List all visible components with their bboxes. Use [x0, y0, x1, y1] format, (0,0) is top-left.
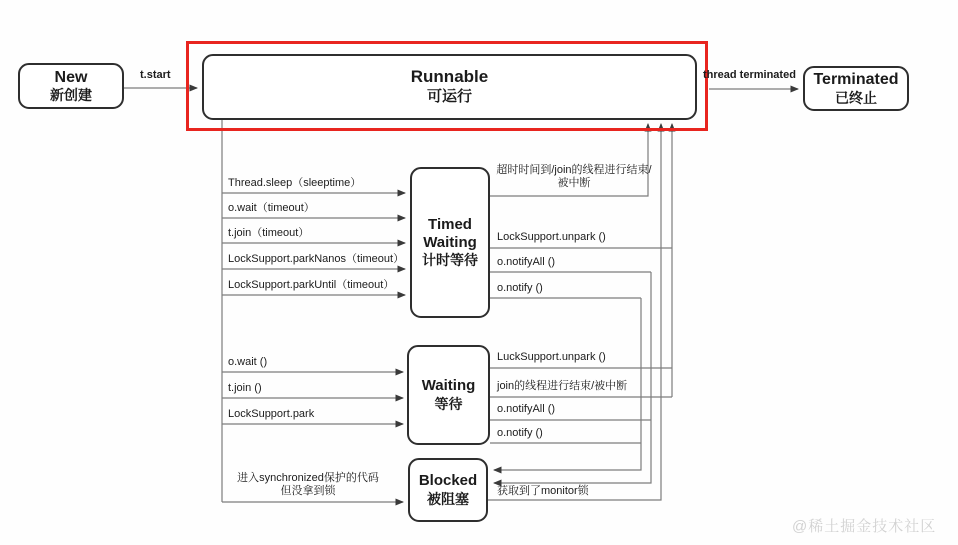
transition-waiting-notify: o.notify () [497, 427, 543, 439]
transition-enter-synchronized-line1: 进入synchronized保护的代码 [237, 472, 379, 484]
transition-timed-notifyall: o.notifyAll () [497, 256, 556, 268]
transition-owait: o.wait () [228, 356, 268, 368]
state-waiting-label-en: Waiting [421, 377, 476, 395]
transition-waiting-join-finish: join的线程进行结束/被中断 [497, 380, 628, 392]
transition-timed-unpark: LockSupport.unpark () [497, 231, 606, 243]
state-terminated-label-zh: 已终止 [835, 89, 877, 106]
transition-tjoin-timeout: t.join（timeout） [228, 227, 310, 239]
transition-thread-terminated: thread terminated [703, 69, 796, 81]
transition-timeout-finish [493, 164, 655, 190]
transition-parkuntil: LockSupport.parkUntil（timeout） [228, 279, 395, 291]
state-new-label-en: New [54, 68, 88, 86]
transition-timeout-finish-line1: 超时时间到/join的线程进行结束/ [496, 164, 652, 176]
transition-owait-timeout: o.wait（timeout） [228, 202, 315, 214]
state-timed-waiting-label-zh: 计时等待 [422, 252, 478, 269]
transition-enter-synchronized-line2: 但没拿到锁 [280, 485, 336, 497]
state-blocked-label-en: Blocked [418, 472, 478, 490]
transition-thread-sleep: Thread.sleep（sleeptime） [228, 177, 362, 189]
state-blocked [408, 458, 488, 522]
state-timed-waiting-label-en1: Timed [428, 215, 472, 233]
transition-enter-synchronized [222, 472, 394, 498]
state-new [18, 63, 124, 109]
state-timed-waiting [410, 167, 490, 318]
transition-t-start: t.start [140, 69, 171, 81]
state-timed-waiting-label-en2: Waiting [423, 233, 477, 251]
transition-timeout-finish-line2: 被中断 [557, 177, 591, 189]
transition-waiting-unpark: LuckSupport.unpark () [497, 351, 606, 363]
state-runnable [202, 54, 697, 120]
state-blocked-label-zh: 被阻塞 [427, 490, 469, 507]
transition-timed-notify: o.notify () [497, 282, 543, 294]
transition-tjoin: t.join () [228, 382, 262, 394]
state-runnable-label-zh: 可运行 [426, 88, 472, 106]
transition-waiting-notifyall: o.notifyAll () [497, 403, 556, 415]
state-waiting [407, 345, 490, 445]
transition-got-monitor-lock: 获取到了monitor锁 [497, 485, 589, 497]
state-new-label-zh: 新创建 [50, 87, 92, 104]
transition-parknanos: LockSupport.parkNanos（timeout） [228, 253, 405, 265]
transition-lockpark: LockSupport.park [228, 408, 315, 420]
state-terminated [803, 66, 909, 111]
watermark-text: @稀土掘金技术社区 [792, 518, 937, 535]
state-terminated-label-en: Terminated [813, 71, 899, 89]
state-waiting-label-zh: 等待 [434, 395, 463, 412]
state-runnable-label-en: Runnable [410, 67, 489, 87]
